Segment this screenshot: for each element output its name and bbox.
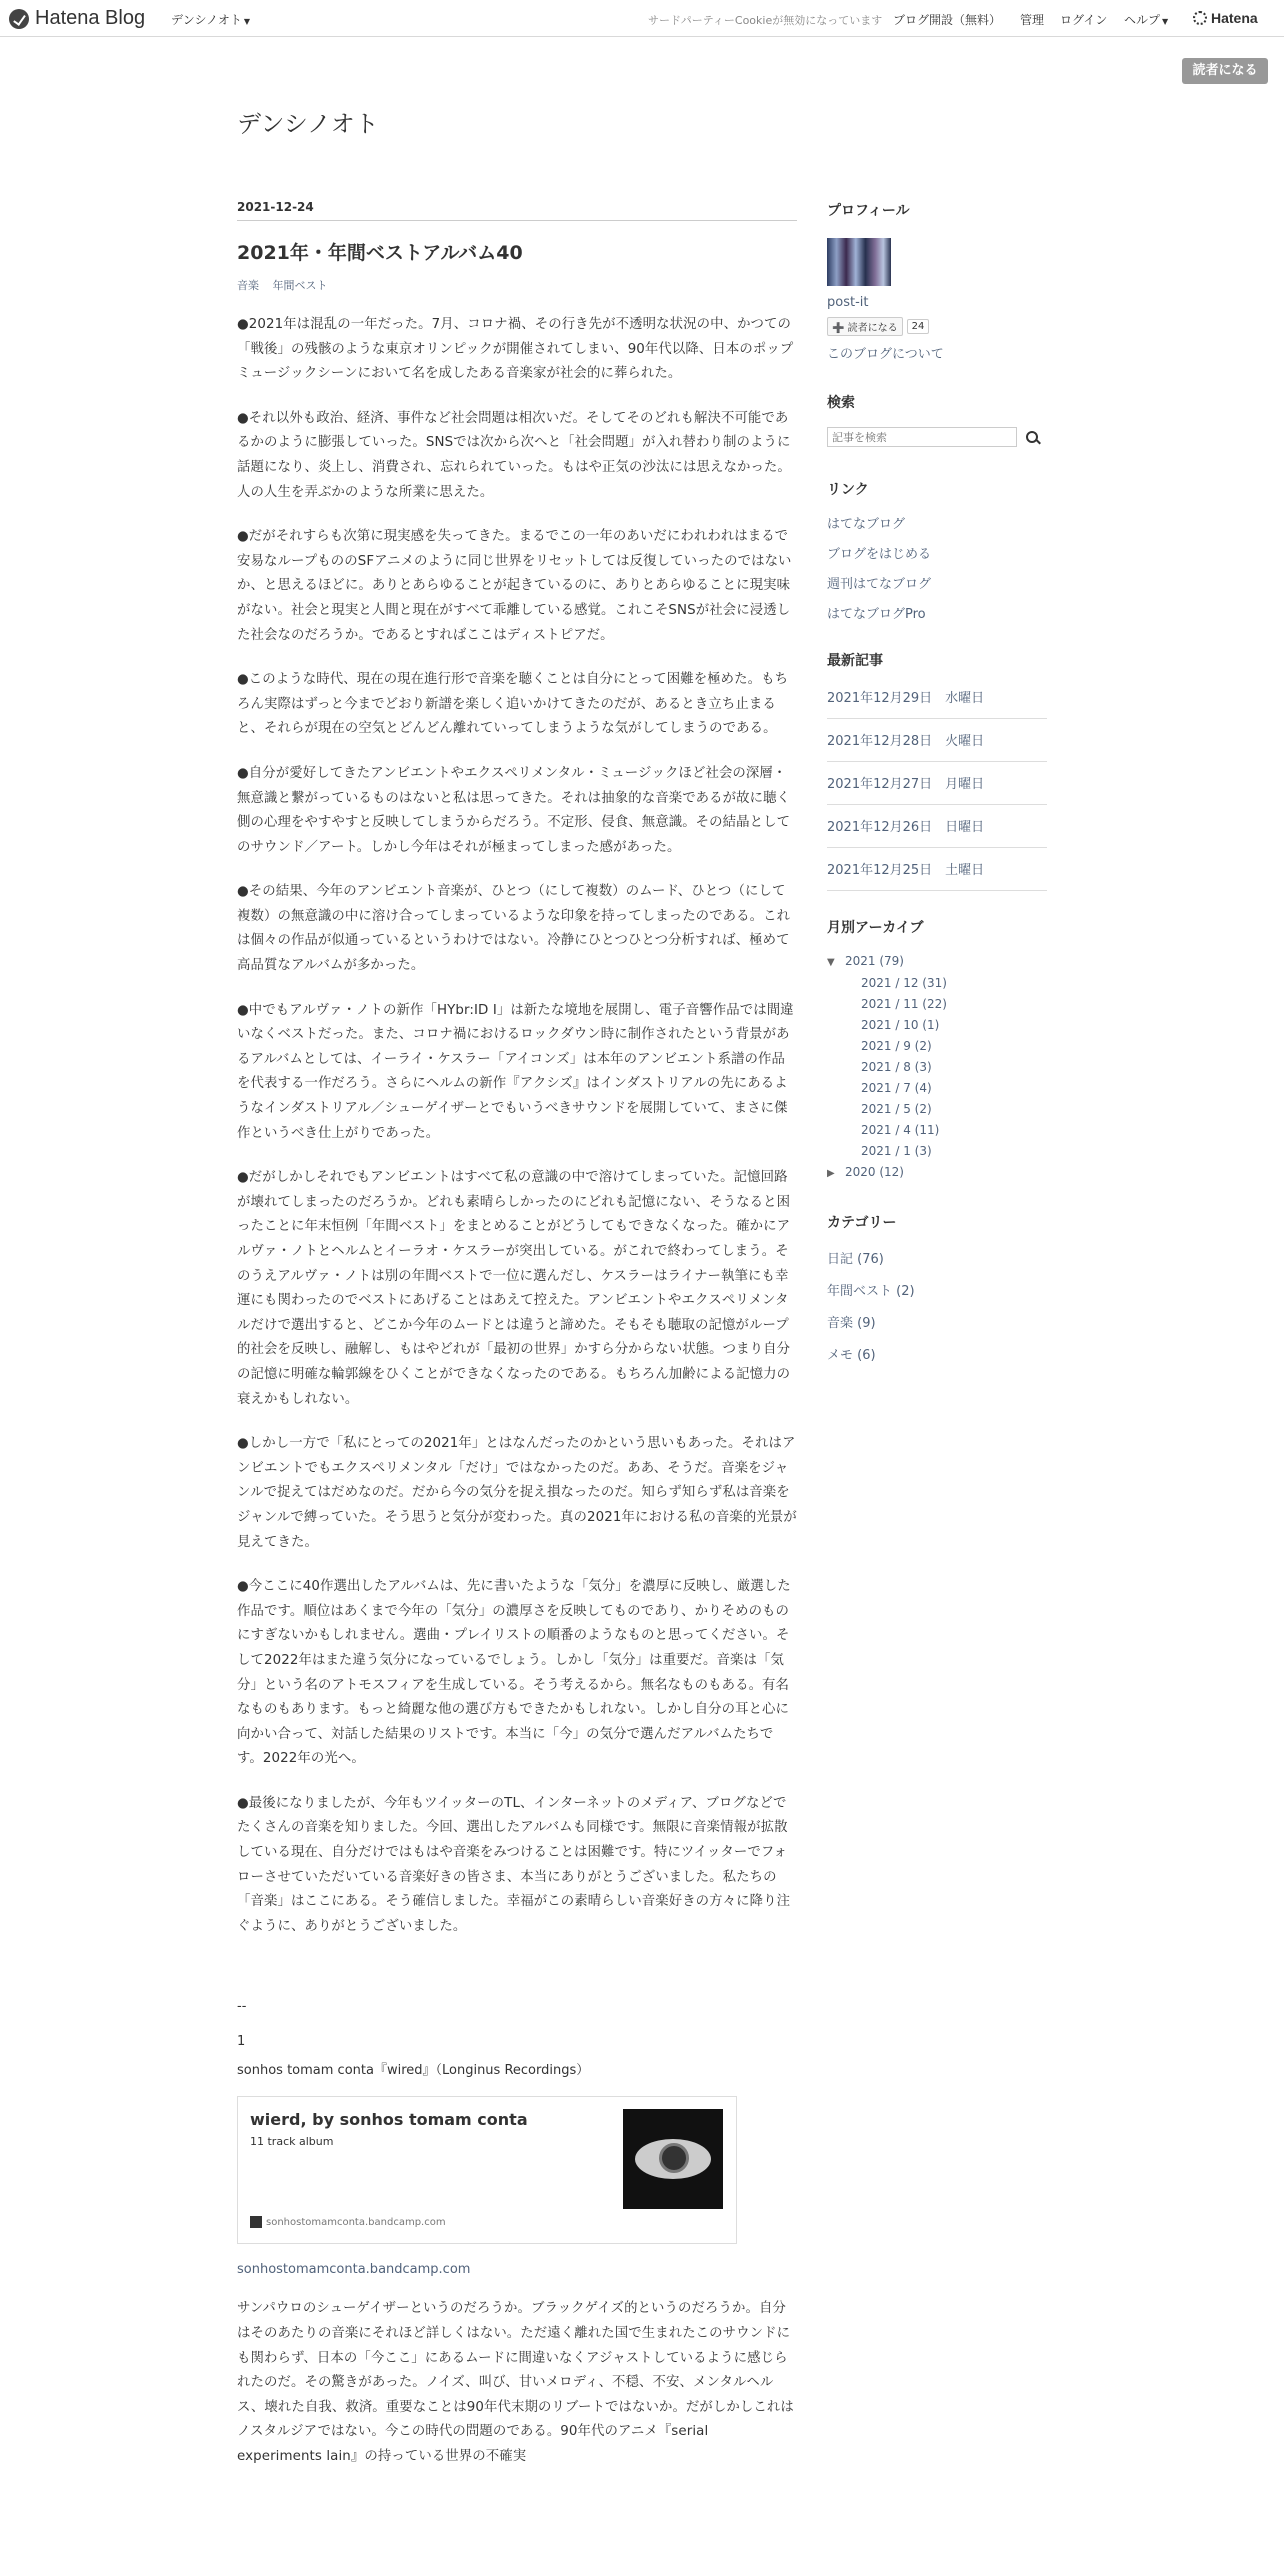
embed-title[interactable]: wierd, by sonhos tomam conta (250, 2110, 528, 2130)
archive-month-link[interactable]: 2021 / 11 (22) (861, 997, 947, 1011)
list-item (827, 719, 1047, 762)
global-header (0, 0, 1284, 37)
plus-icon: ➕ (832, 323, 845, 334)
list-item (827, 762, 1047, 805)
blog-menu[interactable] (171, 11, 250, 28)
entry-paragraph: ●だがしかしそれでもアンビエントはすべて私の意識の中で溶けてしまっていた。記憶回路が壊れてしまったのだろうか。どれも素晴らしかったのにどれも記憶にない、そうなると困ったことに年末恒例「年間ベスト」をまとめることがどうしてもできなくなった。確かにアルヴァ・ノトとヘルムとイーラオ・ケスラーが突出している。がこれで終わってしまう。そのうえアルヴァ・ノトは別の年間ベストで一位に選んだし、ケスラーはライナー執筆にも幸運にも関わったのでベストにあげることはあえて控えた。アンビエントやエクスペリメンタルだけで選出すると、どこか今年のムードとは違うと諦めた。そもそも聴取の記憶がループ的社会を反映し、融解し、もはやどれが「最初の世界」かすら分からない状態。つまり自分の記憶に明確な輪郭線をひくことができなくなったのである。もちろん加齢による記憶力の衰えかもしれない。 (237, 1170, 791, 1407)
bandcamp-link[interactable]: sonhostomamconta.bandcamp.com (237, 2262, 471, 2278)
profile-title: プロフィール (827, 203, 910, 219)
category-link[interactable]: 音楽 (9) (827, 1316, 876, 1331)
hatena-blog-logo-icon (9, 9, 29, 29)
hatena-logo[interactable] (1193, 10, 1258, 26)
recent-entry-link[interactable]: 2021年12月28日 火曜日 (827, 734, 985, 749)
category-link[interactable]: 年間ベスト (2) (827, 1284, 915, 1299)
favicon-icon (250, 2216, 262, 2228)
search-icon[interactable] (1026, 431, 1038, 443)
recent-entry-link[interactable]: 2021年12月29日 水曜日 (827, 691, 985, 706)
embed-subtitle: 11 track album (250, 2135, 334, 2149)
hatena-logo-icon (1193, 11, 1207, 25)
entry-date[interactable]: 2021-12-24 (237, 200, 797, 221)
subscriber-count[interactable]: 24 (907, 319, 930, 334)
archive-month-row (827, 973, 1047, 994)
about-blog-link[interactable]: このブログについて (827, 347, 944, 362)
nav-help-label: ヘルプ (1124, 13, 1161, 27)
search-row (827, 427, 1047, 447)
triangle-right-icon[interactable]: ▶ (827, 1168, 835, 1179)
caret-down-icon: ▼ (243, 17, 251, 26)
link-hatena-blog[interactable]: はてなブログ (827, 517, 906, 532)
nav-help[interactable] (1124, 11, 1168, 28)
caret-down-icon: ▼ (1162, 17, 1169, 26)
entry-paragraph: ●その結果、今年のアンビエント音楽が、ひとつ（にして複数）のムード、ひとつ（にして複数）の無意識の中に溶け合ってしまっているような印象を持ってしまったのである。これは個々の作品が似通っているというわけではない。冷静にひとつひとつ分析すれば、極めて高品質なアルバムが多かった。 (237, 884, 791, 974)
cookie-notice: サードパーティーCookieが無効になっています (648, 14, 883, 27)
recent-entry-link[interactable]: 2021年12月27日 月曜日 (827, 777, 985, 792)
entry-categories (237, 277, 797, 293)
hatena-logo-text: Hatena (1211, 10, 1258, 26)
entry-paragraph: ●このような時代、現在の現在進行形で音楽を聴くことは自分にとって困難を極めた。もちろん実際はずっと今までどおり新譜を楽しく追いかけてきたのだが、あるとき立ち止まると、それらが現在の空気とどんどん離れていってしまうような気がしてしまうのである。 (237, 672, 789, 737)
archive-month-link[interactable]: 2021 / 12 (31) (861, 976, 947, 990)
list-item (827, 805, 1047, 848)
album-title-line: sonhos tomam conta『wired』（Longinus Recordings） (237, 2063, 590, 2079)
avatar[interactable] (827, 238, 891, 286)
separator: -- (237, 1999, 247, 2015)
profile-name-link[interactable]: post-it (827, 295, 869, 310)
profile-subscribe-label: 読者になる (847, 323, 898, 334)
recent-entry-link[interactable]: 2021年12月25日 土曜日 (827, 863, 985, 878)
archive-month-row (827, 1015, 1047, 1036)
archive-year-link[interactable]: 2021 (79) (845, 954, 904, 968)
profile-subscribe-row (827, 317, 1047, 336)
archive-month-row (827, 1036, 1047, 1057)
recent-list (827, 676, 1047, 891)
recent-title: 最新記事 (827, 653, 883, 669)
archive-year-link[interactable]: 2020 (12) (845, 1165, 904, 1179)
entry-paragraph: ●だがそれすらも次第に現実感を失ってきた。まるでこの一年のあいだにわれわれはまるで安易なループもののSFアニメのように同じ世界をリセットしては反復していったのではないか、と思えるほどに。ありとあらゆることが起きているのに、ありとあらゆることに現実味がない。社会と現実と人間と現在がすべて乖離している感覚。これこそSNSが社会に浸透した社会なのだろうか。であるとすればここはディストピアだ。 (237, 529, 792, 643)
logo-text: Hatena Blog (35, 7, 146, 29)
archive-year-row (827, 1162, 1047, 1184)
list-item (827, 676, 1047, 719)
search-input[interactable] (827, 427, 1017, 447)
archive-month-row (827, 1120, 1047, 1141)
link-start-blog[interactable]: ブログをはじめる (827, 547, 932, 562)
blog-title[interactable]: デンシノオト (237, 110, 379, 138)
entry-paragraph: サンパウロのシューゲイザーというのだろうか。ブラックゲイズ的というのだろうか。自分はそのあたりの音楽にそれほど詳しくはない。ただ遠く離れた国で生まれたこのサウンドにも関わらず、日本の「今ここ」にあるムードに間違いなくアジャストしているように感じられたのだ。その驚きがあった。ノイズ、叫び、甘いメロディ、不穏、不安、メンタルヘルス、壊れた自我、救済。重要なことは90年代末期のリブートではないか。だがしかしこれはノスタルジアではない。今この時代の問題のである。90年代のアニメ『serial experiments lain』の持っている世界の不確実 (237, 2301, 794, 2464)
archive-year-row (827, 951, 1047, 973)
category-link[interactable]: メモ (6) (827, 1348, 876, 1363)
archive-list (827, 951, 1047, 1184)
entry-paragraph: ●2021年は混乱の一年だった。7月、コロナ禍、その行き先が不透明な状況の中、かつての「戦後」の残骸のような東京オリンピックが開催されてしまい、90年代以降、日本のポップミュージックシーンにおいて名を成したある音楽家が社会的に葬られた。 (237, 317, 794, 382)
entry-paragraph: ●今ここに40作選出したアルバムは、先に書いたような「気分」を濃厚に反映し、厳選した作品です。順位はあくまで今年の「気分」の濃厚さを反映してものであり、かりそめのものにすぎないかもしれません。選曲・プレイリストの順番のようなものと思ってください。そして2022年はまた違う気分になっているでしょう。しかし「気分」は重要だ。音楽は「気分」という名のアトモスフィアを生成している。そう考えるから。無名なものもある。有名なものもあります。もっと綺麗な他の選び方もできたかもしれない。しかし自分の耳と心に向かい合って、対話した結果のリストです。本当に「今」の気分で選んだアルバムたちです。2022年の光へ。 (237, 1579, 791, 1767)
archive-month-row (827, 1078, 1047, 1099)
blog-menu-label: デンシノオト (171, 13, 242, 27)
entry-paragraph: ●しかし一方で「私にとっての2021年」とはなんだったのかという思いもあった。それはアンビエントでもエクスペリメンタル「だけ」ではなかったのだ。ああ、そうだ。音楽をジャンルで捉えてはだめなのだ。だから今の気分を捉え損なったのだ。知らず知らず私は音楽をジャンルで縛っていた。そう思うと気分が変わった。真の2021年における私の音楽的光景が見えてきた。 (237, 1436, 797, 1550)
entry-paragraph: ●中でもアルヴァ・ノトの新作「HYbr:ID I」は新たな境地を展開し、電子音響作品では間違いなくベストだった。また、コロナ禍におけるロックダウン時に制作されたという背景があるアルバムとしては、イーライ・ケスラー「アイコンズ」は本年のアンビエント系譜の作品を代表する一作だろう。さらにヘルムの新作『アクシズ』はインダストリアルの先にあるようなインダストリアル／シューゲイザーとでもいうべきサウンドを展開していて、まさに傑作というべき仕上がりであった。 (237, 1002, 794, 1141)
nav-login[interactable]: ログイン (1060, 13, 1108, 27)
category-link[interactable]: 日記 (76) (827, 1252, 884, 1267)
triangle-down-icon[interactable]: ▼ (827, 957, 835, 968)
archive-month-link[interactable]: 2021 / 4 (11) (861, 1123, 940, 1137)
album-cover-image[interactable] (623, 2109, 723, 2209)
entry-paragraph: ●最後になりましたが、今年もツイッターのTL、インターネットのメディア、ブログなどでたくさんの音楽を知りました。今回、選出したアルバムも同様です。無限に音楽情報が拡散している現在、自分だけではもはや音楽をみつけることは困難です。特にツイッターでフォローさせていただいている音楽好きの皆さま、本当にありがとうございました。私たちの「音楽」はここにある。そう確信しました。幸福がこの素晴らしい音楽好きの方々に降り注ぐように、ありがとうございました。 (237, 1795, 791, 1934)
archive-month-link[interactable]: 2021 / 8 (3) (861, 1060, 932, 1074)
profile-subscribe-button[interactable] (827, 317, 903, 336)
archive-title: 月別アーカイブ (827, 920, 924, 936)
search-title: 検索 (827, 395, 855, 411)
bandcamp-embed-card[interactable] (237, 2096, 737, 2244)
recent-entry-link[interactable]: 2021年12月26日 日曜日 (827, 820, 985, 835)
hatena-blog-logo[interactable] (9, 7, 145, 30)
archive-month-link[interactable]: 2021 / 10 (1) (861, 1018, 940, 1032)
nav-admin[interactable]: 管理 (1020, 13, 1045, 27)
entry-paragraph: ●自分が愛好してきたアンビエントやエクスペリメンタル・ミュージックほど社会の深層・無意識と繋がっているものはないと私は思ってきた。それは抽象的な音楽であるが故に聴く側の心理をやすやすと反映してしまうからだろう。不定形、侵食、無意識。その結晶としてのサウンド／アート。しかし今年はそれが極まってしまった感があった。 (237, 765, 791, 855)
entry-paragraph: ●それ以外も政治、経済、事件など社会問題は相次いだ。そしてそのどれも解決不可能であるかのように膨張していった。SNSでは次から次へと「社会問題」が入れ替わり制のように話題になり、炎上し、消費され、忘れられていった。もはや正気の沙汰には思えなかった。人の人生を弄ぶかのような所業に思えた。 (237, 410, 791, 500)
archive-month-row (827, 994, 1047, 1015)
category-link[interactable]: 音楽 (237, 279, 259, 292)
list-item (827, 848, 1047, 891)
archive-month-link[interactable]: 2021 / 1 (3) (861, 1144, 932, 1158)
embed-footer (250, 2216, 446, 2228)
nav-open-blog[interactable]: ブログ開設（無料） (893, 13, 1002, 27)
links-title: リンク (827, 482, 869, 498)
subscribe-button[interactable]: 読者になる (1182, 58, 1268, 84)
category-link[interactable]: 年間ベスト (272, 279, 328, 292)
archive-month-row (827, 1099, 1047, 1120)
archive-month-link[interactable]: 2021 / 5 (2) (861, 1102, 932, 1116)
entry-title[interactable]: 2021年・年間ベストアルバム40 (237, 242, 523, 264)
rank-number: 1 (237, 2034, 246, 2050)
main-content (237, 200, 797, 2470)
archive-month-link[interactable]: 2021 / 9 (2) (861, 1039, 932, 1053)
link-hatena-blog-pro[interactable]: はてなブログPro (827, 607, 926, 622)
categories-title: カテゴリー (827, 1215, 897, 1231)
archive-month-row (827, 1057, 1047, 1078)
sidebar (827, 200, 1047, 1363)
link-weekly-hatena-blog[interactable]: 週刊はてなブログ (827, 577, 932, 592)
archive-month-link[interactable]: 2021 / 7 (4) (861, 1081, 932, 1095)
embed-domain: sonhostomamconta.bandcamp.com (266, 2216, 446, 2228)
archive-month-row (827, 1141, 1047, 1162)
